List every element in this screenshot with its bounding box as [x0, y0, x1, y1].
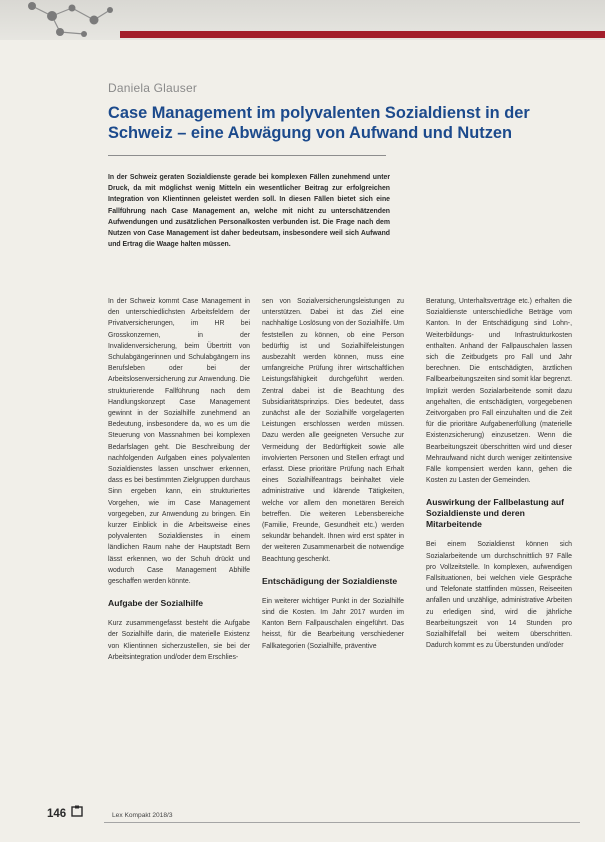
title-divider — [108, 155, 386, 156]
body-paragraph: Kurz zusammengefasst besteht die Aufgabe der Sozialhilfe darin, die materielle Existenz von Klientinnen sicherzustellen, sie bei der Arbeitsintegration und/oder dem Erschlies- — [108, 620, 250, 661]
lead-paragraph: In der Schweiz geraten Sozialdienste gerade bei komplexen Fällen zunehmend unter Druck, da mit möglichst wenig Mitteln ein wesentlicher Beitrag zur erfolgreichen Integration von Klientinnen geleistet werden soll. In diesen Fällen bietet sich eine Fallführung nach Case Management an, welche mit nicht zu unterschätzenden Aufwendungen und zusätzlichen Personalkosten verbunden ist. Die Frage nach dem Nutzen von Case Management ist daher bedeutsam, insbesondere weil sich Aufwand und Ertrag die Waage halten müssen. — [108, 174, 390, 249]
accent-bar — [120, 31, 605, 38]
body-paragraph: Bei einem Sozialdienst können sich Sozialarbeitende um durchschnittlich 97 Fälle pro Vollzeitstelle. In komplexen, aufwendigen Fallsituationen, bei welchen viele Gespräche und Telefonate stattfinden müssen, Reiseeiten anfallen und unzählige, administrative Arbeiten zu erledigen sind, wird die jährliche Bearbeitungszeit von 14 Stunden pro Sozialhilfefall bei weitem überschritten. Dadurch kommt es zu Überstunden und/oder — [426, 541, 572, 650]
footer-divider — [104, 822, 580, 823]
body-paragraph: In der Schweiz kommt Case Management in den unterschiedlichsten Arbeitsfeldern der Privatversicherungen, im HR bei Grosskonzernen, in der Invalidenversicherung, beim Übertritt von Schulabgängerinnen und Schulabgängern ins Berufsleben oder bei der Arbeitslosenversicherung zur Anwendung. Die strukturierende Fallführung nach dem Handlungskonzept Case Management gewinnt in der Sozialhilfe zunehmend an Bedeutung, insbesondere da, wo es um die Steuerung von Massnahmen bei komplexen Bedarfslagen geht. Die Beschreibung der nachfolgenden Aufgaben eines polyvalenten Sozialdienstes lassen unschwer erkennen, dass es bei bestimmten Zielgruppen durchaus Sinn ergeben kann, ein strukturiertes Vorgehen, wie im Case Management vorgegeben, zur Anwendung zu bringen. Ein kurzer Einblick in die Arbeitsweise eines polyvalenten Sozialdienstes in einem ländlichen Raum nahe der Hauptstadt Bern lässt erkennen, wo der Schuh drückt und wodurch Case Management Abhilfe geschaffen werden könnte. — [108, 298, 250, 586]
body-paragraph: Beratung, Unterhaltsverträge etc.) erhalten die Sozialdienste unterschiedliche Beträge vom Kanton. In der Entschädigung sind Lohn-, Weiterbildungs- und Infrastrukturkosten enthalten. Anhand der Fallpauschalen lassen sich die Zeitbudgets pro Fall und Jahr berechnen. Die entschädigten, ärztlichen Fallbearbeitungszeiten sind somit klar begrenzt. Implizit werden Sozialarbeitende somit dazu angehalten, die entschädigten, vorgegebenen Zeitvorgaben pro Fall einzuhalten und die Zeit für die prioritäre Aufgabenerfüllung (materielle Existenzsicherung) einzusetzen. Wenn die Bearbeitungszeit überschritten wird und dieser Mehraufwand nicht durch weniger zeitintensive Fälle kompensiert werden kann, gehen die Kosten zu Lasten der Gemeinden. — [426, 298, 572, 485]
body-paragraph: Ein weiterer wichtiger Punkt in der Sozialhilfe sind die Kosten. Im Jahr 2017 wurden im Kanton Bern Fallpauschalen eingeführt. Das heisst, für die Bearbeitung verschiedener Fallkategorien (Sozialhilfe, präventive — [262, 597, 404, 650]
text-column-1 — [108, 296, 250, 663]
header-band — [0, 0, 605, 40]
text-column-3 — [426, 296, 572, 651]
section-heading: Aufgabe der Sozialhilfe — [108, 598, 204, 609]
publication-source: Lex Kompakt 2018/3 — [112, 812, 173, 819]
author-name: Daniela Glauser — [108, 81, 198, 95]
body-paragraph: sen von Sozialversicherungsleistungen zu unterstützen. Dabei ist das Ziel eine nachhaltige Loslösung von der Sozialhilfe. Um feststellen zu können, ob eine Person bedürftig ist und Sozialhilfeleistungen ausbezahlt werden können, muss eine umfangreiche Prüfung ihrer wirtschaftlichen Leistungsfähigkeit durchgeführt werden. Zentral dabei ist die Beachtung des Subsidiaritätsprinzips. Dies bedeutet, dass zunächst alle der Sozialhilfe vorgelagerten Leistungen erschlossen werden müssen. Dazu werden alle geeigneten Versuche zur Vermeidung der Bedürftigkeit sowie alle involvierten Personen und Stellen erfragt und erfasst. Diese prioritäre Prüfung nach Erhalt eines Sozialhilfeantrags beinhaltet viele administrative und klärende Tätigkeiten, welche vor allem den monetären Bereich betreffen. Die weiteren Lebensbereiche (Familie, Freunde, Gesundheit etc.) werden sekundär behandelt. Ihnen wird erst später in der weiteren Zusammenarbeit die notwendige Beachtung geschenkt. — [262, 298, 404, 563]
molecule-decoration-icon — [14, 0, 124, 40]
text-column-2 — [262, 296, 404, 652]
page-number: 146 — [47, 808, 67, 820]
section-heading: Entschädigung der Sozialdienste — [262, 575, 398, 586]
section-heading: Auswirkung der Fallbelastung auf Sozialdienste und deren Mitarbeitende — [426, 497, 564, 530]
article-title: Case Management im polyvalenten Sozialdienst in der Schweiz – eine Abwägung von Aufwand und Nutzen — [108, 104, 530, 142]
publication-logo-icon — [71, 805, 83, 817]
